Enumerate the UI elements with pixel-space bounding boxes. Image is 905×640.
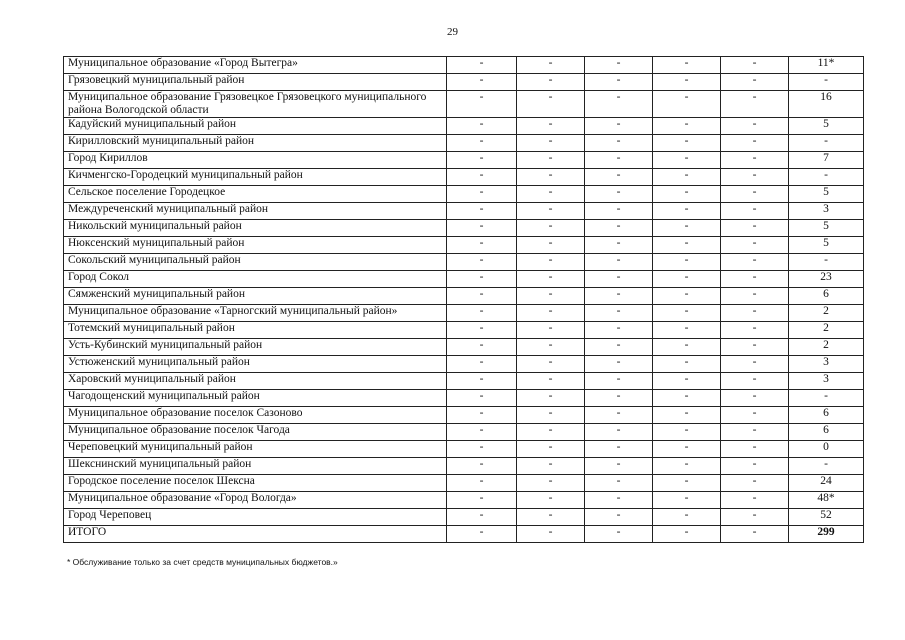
- total-cell: 5: [789, 220, 864, 237]
- total-cell: 3: [789, 203, 864, 220]
- value-cell-c2: -: [517, 91, 585, 118]
- value-cell-c2: -: [517, 526, 585, 543]
- total-cell: 23: [789, 271, 864, 288]
- total-cell: -: [789, 458, 864, 475]
- value-cell-c1: -: [447, 373, 517, 390]
- value-cell-c2: -: [517, 407, 585, 424]
- value-cell-c4: -: [653, 424, 721, 441]
- value-cell-c2: -: [517, 390, 585, 407]
- value-cell-c2: -: [517, 237, 585, 254]
- value-cell-c3: -: [585, 356, 653, 373]
- value-cell-c2: -: [517, 74, 585, 91]
- value-cell-c3: -: [585, 424, 653, 441]
- value-cell-c5: -: [721, 57, 789, 74]
- row-name: Муниципальное образование «Тарногский муниципальный район»: [64, 305, 447, 322]
- row-name: Кадуйский муниципальный район: [64, 118, 447, 135]
- table-row: [64, 57, 864, 74]
- total-cell: 2: [789, 339, 864, 356]
- total-cell: 6: [789, 288, 864, 305]
- total-cell: 5: [789, 118, 864, 135]
- table-row: [64, 74, 864, 91]
- total-cell: 0: [789, 441, 864, 458]
- value-cell-c2: -: [517, 424, 585, 441]
- value-cell-c1: -: [447, 390, 517, 407]
- total-cell: 3: [789, 356, 864, 373]
- value-cell-c5: -: [721, 305, 789, 322]
- row-name: Никольский муниципальный район: [64, 220, 447, 237]
- value-cell-c4: -: [653, 339, 721, 356]
- row-name: Сямженский муниципальный район: [64, 288, 447, 305]
- value-cell-c5: -: [721, 169, 789, 186]
- value-cell-c3: -: [585, 74, 653, 91]
- table-row: [64, 458, 864, 475]
- total-cell: 3: [789, 373, 864, 390]
- value-cell-c3: -: [585, 91, 653, 118]
- value-cell-c3: -: [585, 339, 653, 356]
- footnote: * Обслуживание только за счет средств муниципальных бюджетов.»: [67, 557, 338, 567]
- table-row: [64, 492, 864, 509]
- value-cell-c4: -: [653, 91, 721, 118]
- table-row: [64, 152, 864, 169]
- row-name: Чагодощенский муниципальный район: [64, 390, 447, 407]
- value-cell-c5: -: [721, 220, 789, 237]
- value-cell-c4: -: [653, 407, 721, 424]
- value-cell-c3: -: [585, 526, 653, 543]
- value-cell-c5: -: [721, 492, 789, 509]
- table-row: [64, 237, 864, 254]
- value-cell-c3: -: [585, 458, 653, 475]
- total-cell: 6: [789, 407, 864, 424]
- value-cell-c5: -: [721, 288, 789, 305]
- table-row: [64, 407, 864, 424]
- value-cell-c1: -: [447, 288, 517, 305]
- value-cell-c1: -: [447, 424, 517, 441]
- value-cell-c5: -: [721, 118, 789, 135]
- value-cell-c5: -: [721, 152, 789, 169]
- value-cell-c3: -: [585, 373, 653, 390]
- value-cell-c5: -: [721, 373, 789, 390]
- row-name: Кичменгско-Городецкий муниципальный район: [64, 169, 447, 186]
- table-row: [64, 186, 864, 203]
- total-cell: -: [789, 74, 864, 91]
- row-name: Муниципальное образование «Город Вологда»: [64, 492, 447, 509]
- value-cell-c4: -: [653, 305, 721, 322]
- row-name: Муниципальное образование поселок Сазоново: [64, 407, 447, 424]
- value-cell-c1: -: [447, 407, 517, 424]
- total-cell: 2: [789, 305, 864, 322]
- row-name: Междуреченский муниципальный район: [64, 203, 447, 220]
- value-cell-c5: -: [721, 356, 789, 373]
- value-cell-c3: -: [585, 305, 653, 322]
- value-cell-c4: -: [653, 373, 721, 390]
- total-row: [64, 526, 864, 543]
- row-name: Сокольский муниципальный район: [64, 254, 447, 271]
- value-cell-c1: -: [447, 74, 517, 91]
- value-cell-c5: -: [721, 390, 789, 407]
- total-cell: 11*: [789, 57, 864, 74]
- value-cell-c2: -: [517, 220, 585, 237]
- table-row: [64, 203, 864, 220]
- value-cell-c4: -: [653, 526, 721, 543]
- value-cell-c5: -: [721, 91, 789, 118]
- value-cell-c3: -: [585, 57, 653, 74]
- table-row: [64, 509, 864, 526]
- row-name: Череповецкий муниципальный район: [64, 441, 447, 458]
- row-name: Сельское поселение Городецкое: [64, 186, 447, 203]
- value-cell-c1: -: [447, 186, 517, 203]
- row-name: Устюженский муниципальный район: [64, 356, 447, 373]
- value-cell-c5: -: [721, 509, 789, 526]
- value-cell-c1: -: [447, 203, 517, 220]
- total-cell: -: [789, 169, 864, 186]
- value-cell-c4: -: [653, 220, 721, 237]
- row-name: Харовский муниципальный район: [64, 373, 447, 390]
- table-row: [64, 322, 864, 339]
- value-cell-c5: -: [721, 186, 789, 203]
- value-cell-c3: -: [585, 169, 653, 186]
- value-cell-c2: -: [517, 339, 585, 356]
- value-cell-c1: -: [447, 356, 517, 373]
- total-cell: -: [789, 135, 864, 152]
- total-cell: 48*: [789, 492, 864, 509]
- value-cell-c5: -: [721, 407, 789, 424]
- table-row: [64, 424, 864, 441]
- value-cell-c1: -: [447, 220, 517, 237]
- row-name: Усть-Кубинский муниципальный район: [64, 339, 447, 356]
- value-cell-c1: -: [447, 135, 517, 152]
- value-cell-c2: -: [517, 135, 585, 152]
- municipalities-table: [63, 56, 864, 543]
- value-cell-c3: -: [585, 288, 653, 305]
- value-cell-c3: -: [585, 118, 653, 135]
- total-cell: 5: [789, 186, 864, 203]
- table-row: [64, 271, 864, 288]
- row-name: Город Кириллов: [64, 152, 447, 169]
- value-cell-c2: -: [517, 322, 585, 339]
- value-cell-c4: -: [653, 169, 721, 186]
- value-cell-c2: -: [517, 288, 585, 305]
- table-row: [64, 339, 864, 356]
- value-cell-c3: -: [585, 186, 653, 203]
- value-cell-c1: -: [447, 237, 517, 254]
- value-cell-c2: -: [517, 57, 585, 74]
- value-cell-c4: -: [653, 322, 721, 339]
- row-name: ИТОГО: [64, 526, 447, 543]
- value-cell-c3: -: [585, 407, 653, 424]
- value-cell-c2: -: [517, 152, 585, 169]
- value-cell-c3: -: [585, 203, 653, 220]
- value-cell-c4: -: [653, 74, 721, 91]
- value-cell-c4: -: [653, 237, 721, 254]
- value-cell-c5: -: [721, 424, 789, 441]
- value-cell-c3: -: [585, 254, 653, 271]
- value-cell-c1: -: [447, 492, 517, 509]
- value-cell-c1: -: [447, 509, 517, 526]
- value-cell-c5: -: [721, 526, 789, 543]
- value-cell-c3: -: [585, 322, 653, 339]
- value-cell-c3: -: [585, 220, 653, 237]
- row-name: Городское поселение поселок Шексна: [64, 475, 447, 492]
- value-cell-c2: -: [517, 305, 585, 322]
- table-row: [64, 373, 864, 390]
- table-row: [64, 441, 864, 458]
- row-name: Шекснинский муниципальный район: [64, 458, 447, 475]
- value-cell-c1: -: [447, 91, 517, 118]
- row-name: Нюксенский муниципальный район: [64, 237, 447, 254]
- total-cell: -: [789, 254, 864, 271]
- value-cell-c4: -: [653, 509, 721, 526]
- table-row: [64, 135, 864, 152]
- total-cell: 5: [789, 237, 864, 254]
- table-row: [64, 390, 864, 407]
- value-cell-c1: -: [447, 271, 517, 288]
- value-cell-c4: -: [653, 356, 721, 373]
- row-name: Город Череповец: [64, 509, 447, 526]
- total-cell: 7: [789, 152, 864, 169]
- value-cell-c5: -: [721, 237, 789, 254]
- value-cell-c5: -: [721, 339, 789, 356]
- value-cell-c3: -: [585, 475, 653, 492]
- table-row: [64, 475, 864, 492]
- row-name: Кирилловский муниципальный район: [64, 135, 447, 152]
- value-cell-c4: -: [653, 57, 721, 74]
- row-name: Муниципальное образование «Город Вытегра»: [64, 57, 447, 74]
- value-cell-c2: -: [517, 458, 585, 475]
- total-cell: 2: [789, 322, 864, 339]
- value-cell-c1: -: [447, 254, 517, 271]
- value-cell-c3: -: [585, 492, 653, 509]
- value-cell-c1: -: [447, 475, 517, 492]
- value-cell-c4: -: [653, 492, 721, 509]
- value-cell-c4: -: [653, 475, 721, 492]
- value-cell-c4: -: [653, 118, 721, 135]
- row-name: Тотемский муниципальный район: [64, 322, 447, 339]
- row-name: Муниципальное образование Грязовецкое Грязовецкого муниципального района Вологодской области: [64, 91, 447, 118]
- value-cell-c1: -: [447, 339, 517, 356]
- value-cell-c4: -: [653, 271, 721, 288]
- value-cell-c4: -: [653, 152, 721, 169]
- row-name: Грязовецкий муниципальный район: [64, 74, 447, 91]
- value-cell-c3: -: [585, 135, 653, 152]
- table-row: [64, 254, 864, 271]
- value-cell-c2: -: [517, 203, 585, 220]
- value-cell-c4: -: [653, 390, 721, 407]
- value-cell-c5: -: [721, 475, 789, 492]
- value-cell-c5: -: [721, 322, 789, 339]
- table-row: [64, 356, 864, 373]
- table-row: [64, 220, 864, 237]
- value-cell-c4: -: [653, 441, 721, 458]
- total-cell: 52: [789, 509, 864, 526]
- value-cell-c5: -: [721, 203, 789, 220]
- value-cell-c1: -: [447, 441, 517, 458]
- table-row: [64, 91, 864, 118]
- row-name: Муниципальное образование поселок Чагода: [64, 424, 447, 441]
- value-cell-c5: -: [721, 271, 789, 288]
- value-cell-c5: -: [721, 254, 789, 271]
- value-cell-c1: -: [447, 322, 517, 339]
- table-row: [64, 288, 864, 305]
- row-name: Город Сокол: [64, 271, 447, 288]
- value-cell-c5: -: [721, 441, 789, 458]
- value-cell-c2: -: [517, 441, 585, 458]
- total-cell: 6: [789, 424, 864, 441]
- total-cell: 24: [789, 475, 864, 492]
- value-cell-c3: -: [585, 509, 653, 526]
- value-cell-c3: -: [585, 390, 653, 407]
- value-cell-c1: -: [447, 152, 517, 169]
- value-cell-c2: -: [517, 118, 585, 135]
- table-row: [64, 118, 864, 135]
- value-cell-c1: -: [447, 118, 517, 135]
- page-number: 29: [447, 26, 458, 38]
- value-cell-c2: -: [517, 186, 585, 203]
- value-cell-c1: -: [447, 169, 517, 186]
- value-cell-c3: -: [585, 441, 653, 458]
- value-cell-c4: -: [653, 288, 721, 305]
- value-cell-c1: -: [447, 458, 517, 475]
- value-cell-c5: -: [721, 74, 789, 91]
- value-cell-c1: -: [447, 57, 517, 74]
- value-cell-c4: -: [653, 135, 721, 152]
- value-cell-c2: -: [517, 271, 585, 288]
- table-row: [64, 169, 864, 186]
- value-cell-c3: -: [585, 271, 653, 288]
- value-cell-c4: -: [653, 458, 721, 475]
- value-cell-c1: -: [447, 526, 517, 543]
- value-cell-c4: -: [653, 186, 721, 203]
- total-cell: 16: [789, 91, 864, 118]
- value-cell-c5: -: [721, 458, 789, 475]
- value-cell-c2: -: [517, 169, 585, 186]
- value-cell-c2: -: [517, 373, 585, 390]
- value-cell-c3: -: [585, 237, 653, 254]
- value-cell-c3: -: [585, 152, 653, 169]
- value-cell-c5: -: [721, 135, 789, 152]
- value-cell-c4: -: [653, 203, 721, 220]
- value-cell-c1: -: [447, 305, 517, 322]
- value-cell-c4: -: [653, 254, 721, 271]
- value-cell-c2: -: [517, 492, 585, 509]
- total-cell: 299: [789, 526, 864, 543]
- value-cell-c2: -: [517, 254, 585, 271]
- table-row: [64, 305, 864, 322]
- value-cell-c2: -: [517, 509, 585, 526]
- value-cell-c2: -: [517, 475, 585, 492]
- value-cell-c2: -: [517, 356, 585, 373]
- total-cell: -: [789, 390, 864, 407]
